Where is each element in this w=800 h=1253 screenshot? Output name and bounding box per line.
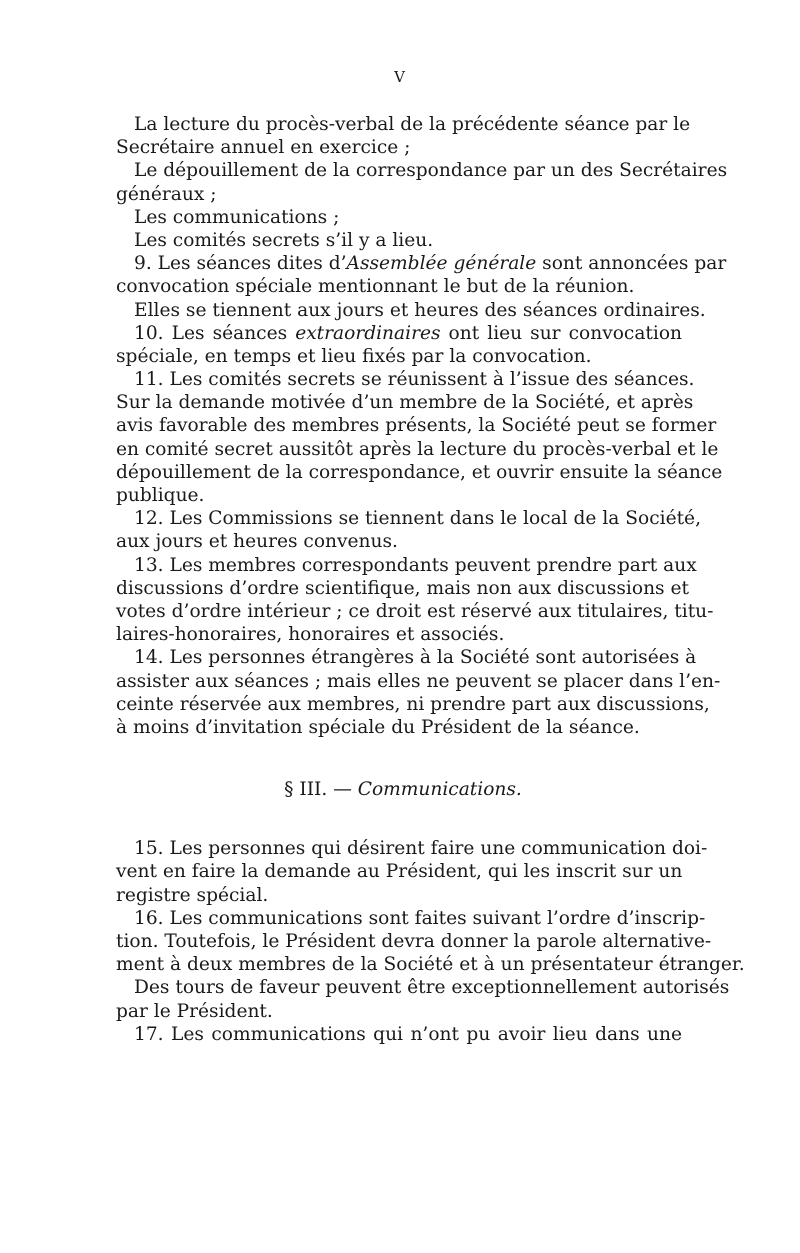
text-line: Secrétaire annuel en exercice ; <box>116 137 411 159</box>
section-heading-prefix: § III. — <box>284 779 358 801</box>
text-line: ceinte réservée aux membres, ni prendre part aux discussions, <box>116 693 710 715</box>
text-line: 15. Les personnes qui désirent faire une communication doi- <box>134 838 708 860</box>
text-line: assister aux séances ; mais elles ne peuvent se placer dans l’en- <box>116 670 721 692</box>
text-line: convocation spéciale mentionnant le but de la réunion. <box>116 276 635 298</box>
text-line: Les communications ; <box>134 206 340 228</box>
text-line: ment à deux membres de la Société et à un présentateur étranger. <box>116 954 745 976</box>
text-line: laires-honoraires, honoraires et associés. <box>116 624 505 646</box>
text-line: en comité secret aussitôt après la lecture du procès-verbal et le <box>116 438 719 460</box>
text-line: 9. Les séances dites d’Assemblée générale sont annoncées par <box>134 253 727 275</box>
text-line: 16. Les communications sont faites suivant l’ordre d’inscrip- <box>134 907 706 929</box>
text-line: vent en faire la demande au Président, qui les inscrit sur un <box>116 861 683 883</box>
text-line: 13. Les membres correspondants peuvent prendre part aux <box>134 554 697 576</box>
text-line: Le dépouillement de la correspondance par un des Secrétaires <box>134 160 728 182</box>
page-number: V <box>394 68 406 86</box>
body-text <box>116 113 745 1046</box>
text-line: 12. Les Commissions se tiennent dans le local de la Société, <box>134 508 701 530</box>
text-line: avis favorable des membres présents, la Société peut se former <box>116 415 717 437</box>
text-line: votes d’ordre intérieur ; ce droit est réservé aux titulaires, titu- <box>116 600 714 622</box>
text-line: aux jours et heures convenus. <box>116 531 398 553</box>
section-heading <box>116 778 682 801</box>
text-line: Des tours de faveur peuvent être exceptionnellement autorisés <box>134 977 730 999</box>
text-line: par le Président. <box>116 1000 273 1022</box>
text-line: registre spécial. <box>116 884 269 906</box>
text-line: 14. Les personnes étrangères à la Société sont autorisées à <box>134 647 697 669</box>
text-line: dépouillement de la correspondance, et ouvrir ensuite la séance <box>116 461 723 483</box>
text-line: Sur la demande motivée d’un membre de la Société, et après <box>116 392 694 414</box>
rules-paragraphs-part-ii <box>116 113 728 739</box>
text-line: publique. <box>116 485 205 506</box>
text-line: généraux ; <box>116 183 217 205</box>
text-line: 10. Les séances extraordinaires ont lieu sur convocation <box>134 322 682 344</box>
text-line: 17. Les communications qui n’ont pu avoir lieu dans une <box>134 1023 682 1045</box>
rules-paragraphs-part-iii <box>116 837 745 1046</box>
section-heading-title: Communications. <box>357 779 522 801</box>
text-line: Les comités secrets s’il y a lieu. <box>134 229 434 251</box>
text-line: discussions d’ordre scientifique, mais non aux discussions et <box>116 577 689 599</box>
text-line: à moins d’invitation spéciale du Président de la séance. <box>116 716 640 738</box>
text-line: La lecture du procès-verbal de la précédente séance par le <box>134 114 691 135</box>
text-line: 11. Les comités secrets se réunissent à l’issue des séances. <box>134 369 695 391</box>
text-line: spéciale, en temps et lieu fixés par la convocation. <box>116 345 592 367</box>
text-line: tion. Toutefois, le Président devra donner la parole alternative- <box>116 931 712 952</box>
text-line: Elles se tiennent aux jours et heures des séances ordinaires. <box>134 299 706 321</box>
